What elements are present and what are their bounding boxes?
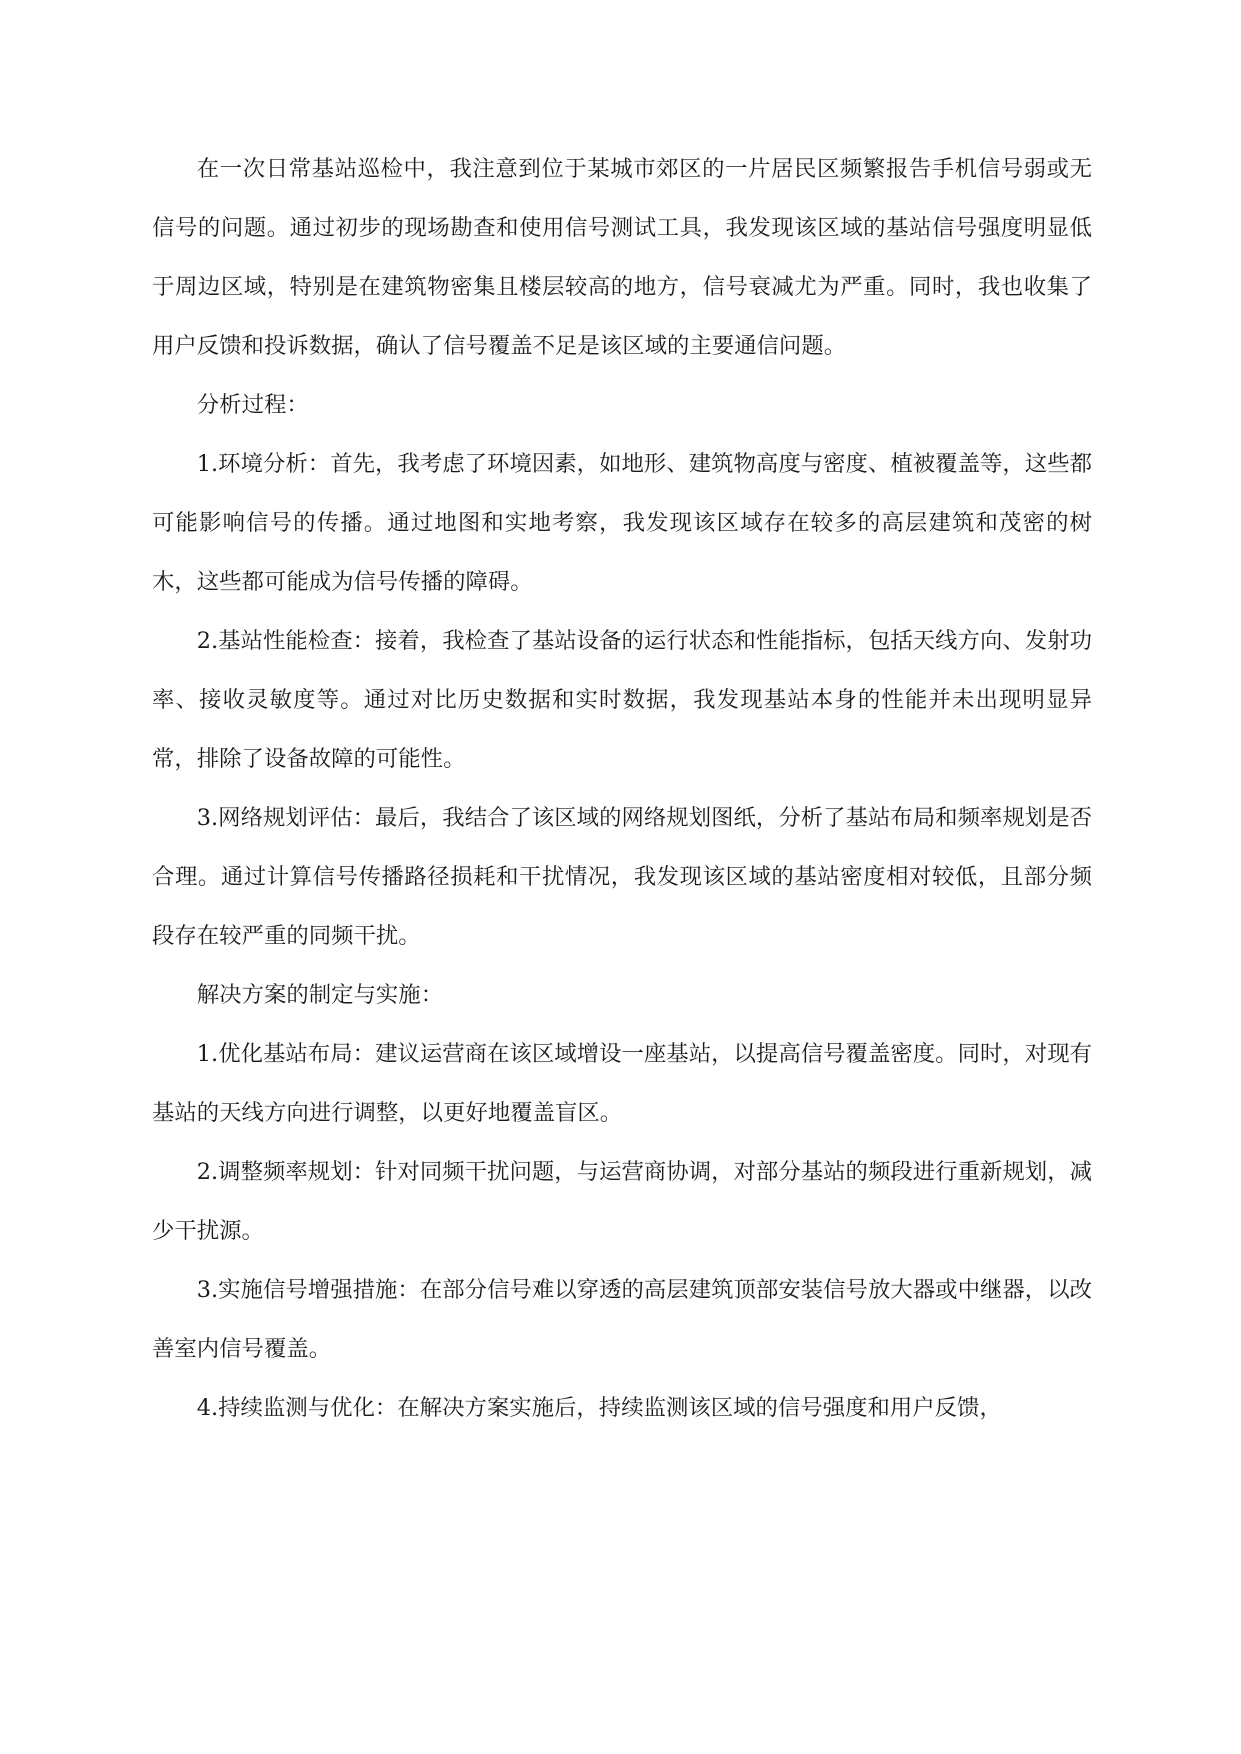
paragraph-optimize-layout: 1.优化基站布局：建议运营商在该区域增设一座基站，以提高信号覆盖密度。同时，对现有基站的天线方向进行调整，以更好地覆盖盲区。 <box>152 1041 1092 1126</box>
document-body <box>152 140 1092 1438</box>
paragraph-continuous-monitoring: 4.持续监测与优化：在解决方案实施后，持续监测该区域的信号强度和用户反馈， <box>196 1395 1002 1421</box>
paragraph-base-station-performance: 2.基站性能检查：接着，我检查了基站设备的运行状态和性能指标，包括天线方向、发射功率、接收灵敏度等。通过对比历史数据和实时数据，我发现基站本身的性能并未出现明显异常，排除了设备故障的可能性。 <box>152 628 1092 772</box>
paragraph-signal-enhancement: 3.实施信号增强措施：在部分信号难以穿透的高层建筑顶部安装信号放大器或中继器，以改善室内信号覆盖。 <box>152 1277 1092 1362</box>
paragraph-inspection-background: 在一次日常基站巡检中，我注意到位于某城市郊区的一片居民区频繁报告手机信号弱或无信号的问题。通过初步的现场勘查和使用信号测试工具，我发现该区域的基站信号强度明显低于周边区域，特别是在建筑物密集且楼层较高的地方，信号衰减尤为严重。同时，我也收集了用户反馈和投诉数据，确认了信号覆盖不足是该区域的主要通信问题。 <box>152 156 1092 359</box>
paragraph-network-planning: 3.网络规划评估：最后，我结合了该区域的网络规划图纸，分析了基站布局和频率规划是否合理。通过计算信号传播路径损耗和干扰情况，我发现该区域的基站密度相对较低，且部分频段存在较严重的同频干扰。 <box>152 805 1092 949</box>
paragraph-environment-analysis: 1.环境分析：首先，我考虑了环境因素，如地形、建筑物高度与密度、植被覆盖等，这些都可能影响信号的传播。通过地图和实地考察，我发现该区域存在较多的高层建筑和茂密的树木，这些都可能成为信号传播的障碍。 <box>152 451 1092 595</box>
heading-solution: 解决方案的制定与实施： <box>196 982 444 1008</box>
heading-analysis-process: 分析过程： <box>196 392 309 418</box>
paragraph-adjust-frequency: 2.调整频率规划：针对同频干扰问题，与运营商协调，对部分基站的频段进行重新规划，减少干扰源。 <box>152 1159 1092 1244</box>
